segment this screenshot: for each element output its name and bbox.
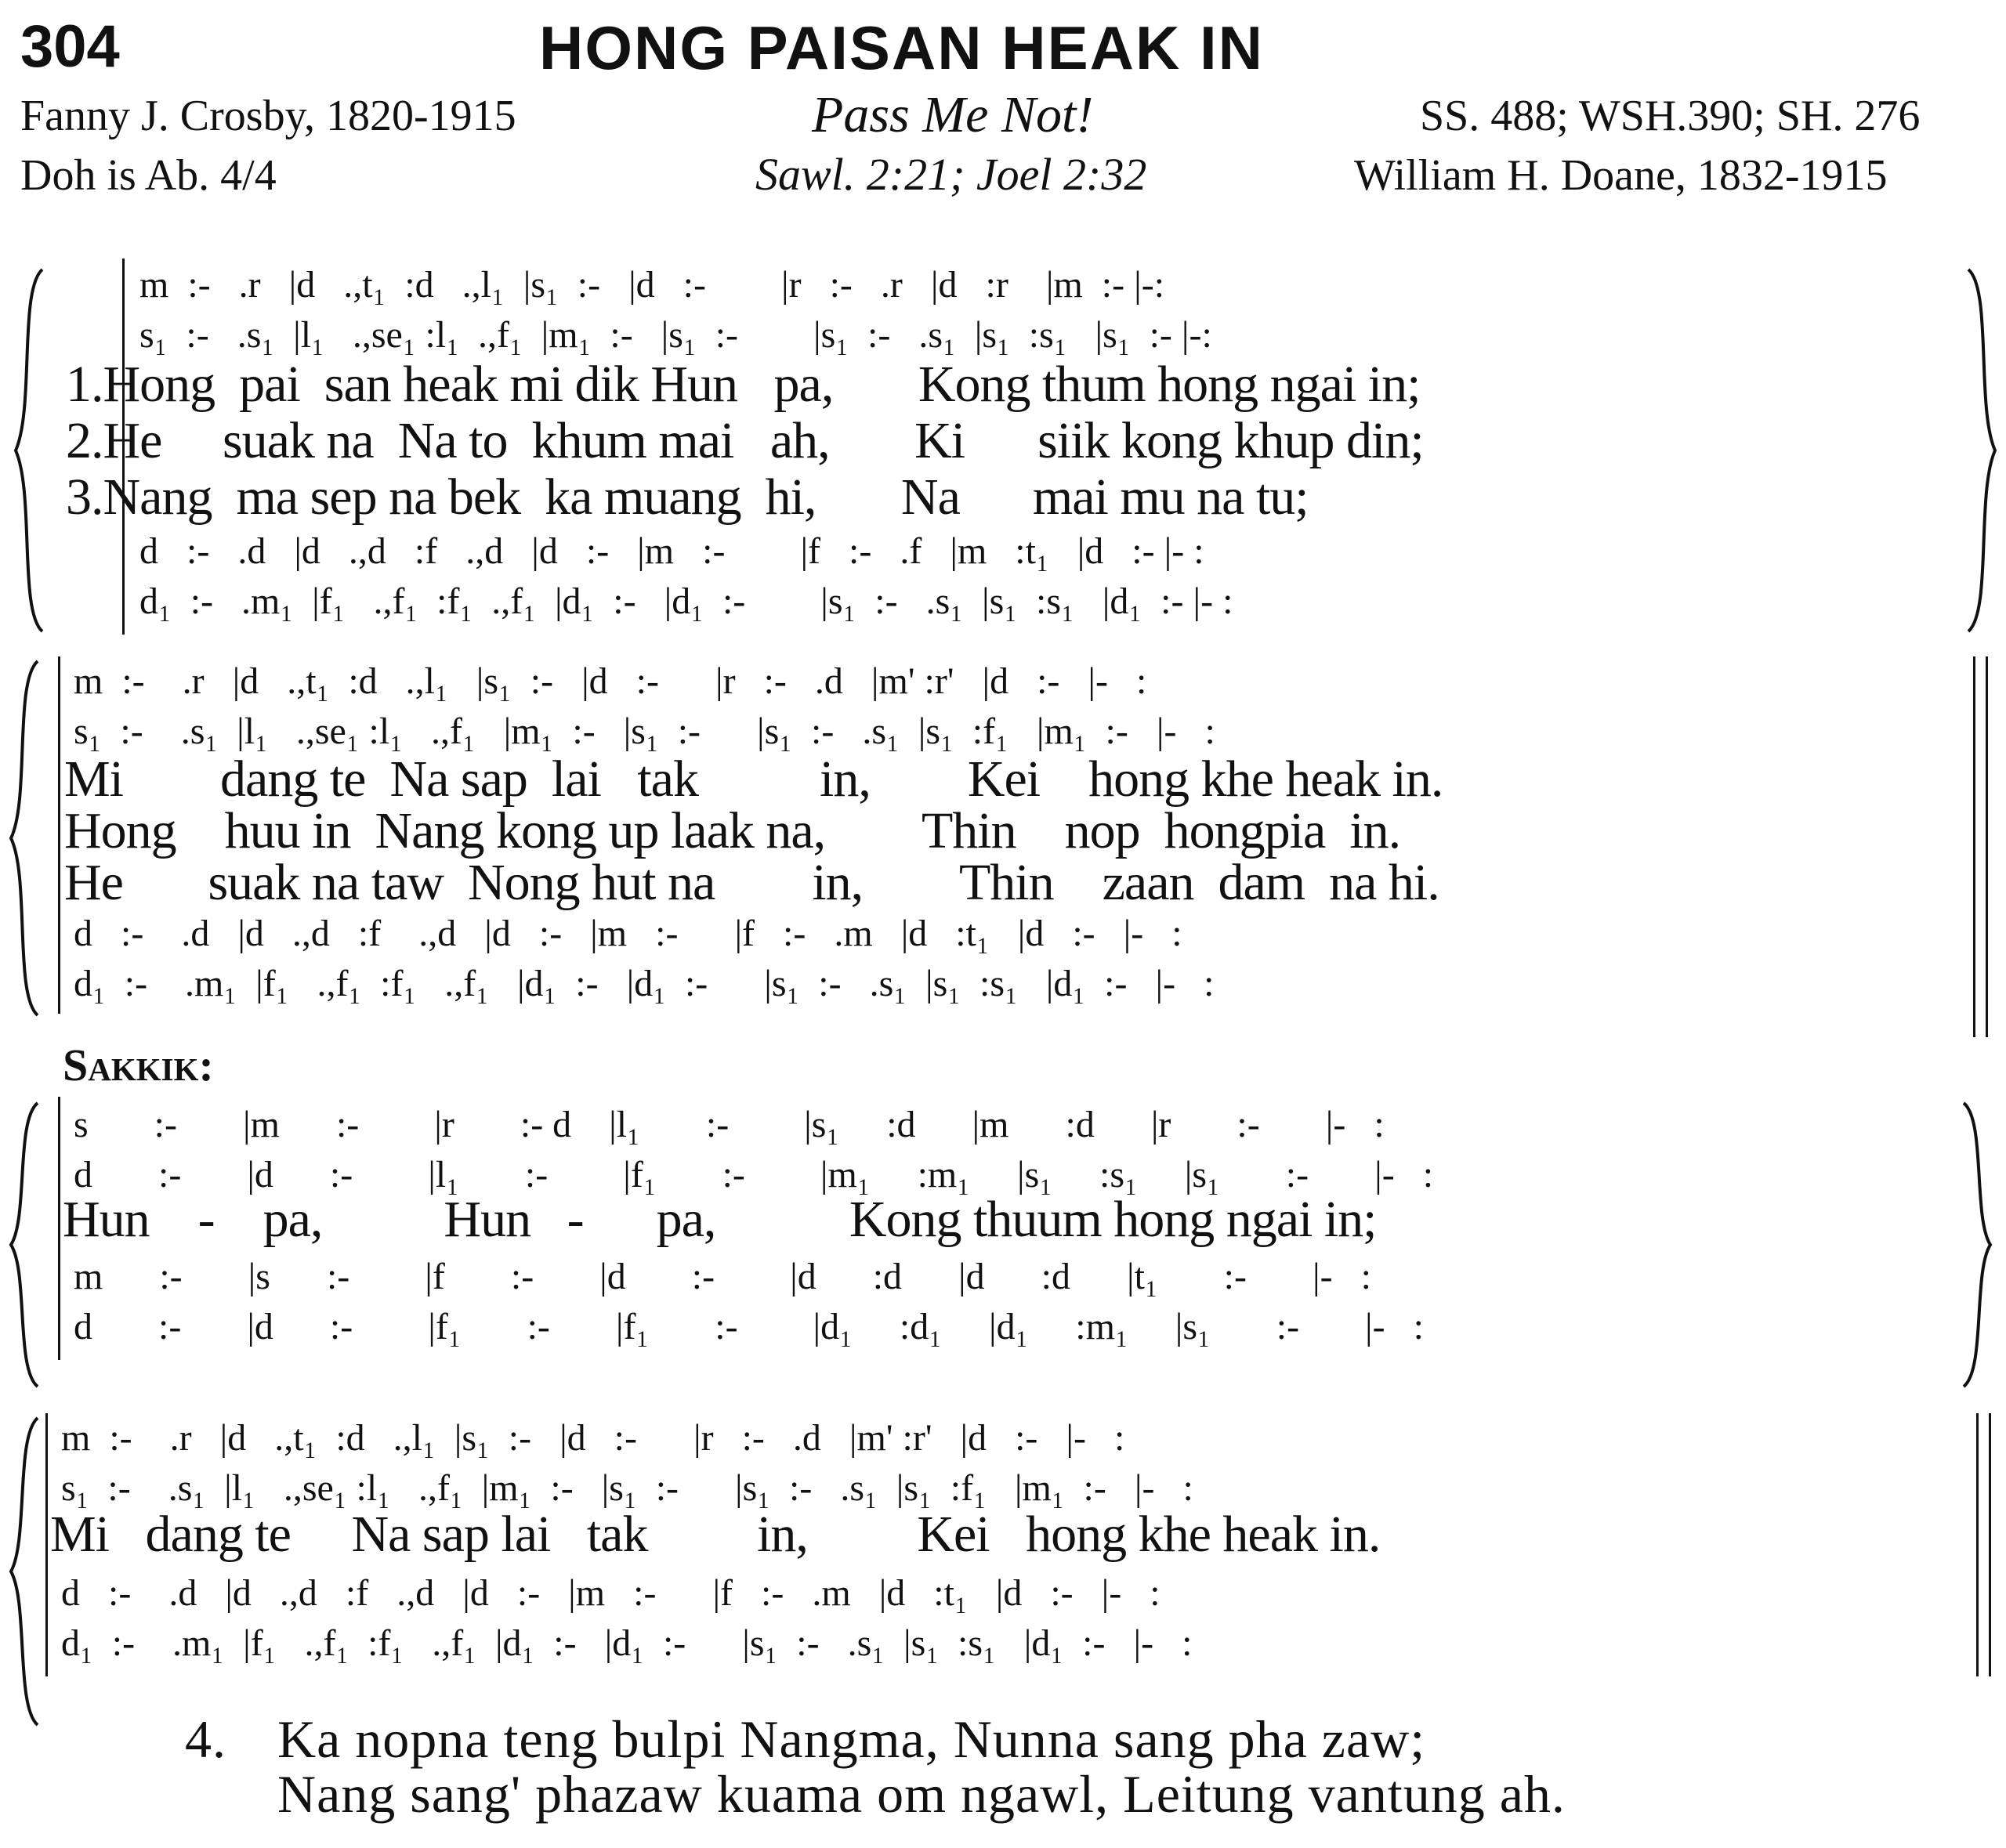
left-brace-icon (6, 658, 45, 1018)
composer-credit: William H. Doane, 1832-1915 (1354, 151, 1888, 200)
hymn-title: HONG PAISAN HEAK IN (539, 13, 1264, 82)
system2-soprano-line: m :- .r |d .,t₁ :d .,l₁ |s₁ :- |d :- |r :- .d |m' :r' |d :- |- : (74, 660, 1147, 702)
system2-start-bar (58, 656, 60, 1014)
system4-start-bar (45, 1413, 48, 1676)
key-signature: Doh is Ab. 4/4 (20, 151, 277, 200)
system3-bass-line: d :- |d :- |f₁ :- |f₁ :- |d₁ :d₁ |d₁ :m₁ |s₁ :- |- : (74, 1306, 1424, 1347)
right-brace-icon (1959, 1100, 1998, 1390)
system2-end-bar (1973, 656, 1975, 1037)
system3-tenor-line: m :- |s :- |f :- |d :- |d :d |d :d |t₁ :- |- : (74, 1256, 1371, 1297)
scripture-reference: Sawl. 2:21; Joel 2:32 (755, 149, 1147, 200)
verse4-line1: Ka nopna teng bulpi Nangma, Nunna sang pha zaw; (277, 1709, 1426, 1769)
system2-bass-line: d₁ :- .m₁ |f₁ .,f₁ :f₁ .,f₁ |d₁ :- |d₁ :- |s₁ :- .s₁ |s₁ :s₁ |d₁ :- |- : (74, 963, 1215, 1004)
system3-alto-line: d :- |d :- |l₁ :- |f₁ :- |m₁ :m₁ |s₁ :s₁ |s₁ :- |- : (74, 1154, 1434, 1195)
system1-verse2-lyric: 2.He suak na Na to khum mai ah, Ki siik kong khup din; (66, 412, 1424, 469)
system1-alto-line: s₁ :- .s₁ |l₁ .,se₁ :l₁ .,f₁ |m₁ :- |s₁ :- |s₁ :- .s₁ |s₁ :s₁ |s₁ :- |-: (139, 314, 1212, 356)
system2-tenor-line: d :- .d |d .,d :f .,d |d :- |m :- |f :- .m |d :t₁ |d :- |- : (74, 913, 1182, 954)
left-brace-icon (11, 266, 50, 635)
system4-tenor-line: d :- .d |d .,d :f .,d |d :- |m :- |f :- .m |d :t₁ |d :- |- : (61, 1572, 1161, 1614)
hymn-number: 304 (20, 13, 120, 80)
system4-lyric: Mi dang te Na sap lai tak in, Kei hong khe heak in. (50, 1506, 1381, 1563)
system1-bass-line: d₁ :- .m₁ |f₁ .,f₁ :f₁ .,f₁ |d₁ :- |d₁ :- |s₁ :- .s₁ |s₁ :s₁ |d₁ :- |- : (139, 580, 1233, 622)
system1-tenor-line: d :- .d |d .,d :f .,d |d :- |m :- |f :- .f |m :t₁ |d :- |- : (139, 530, 1204, 572)
system1-verse1-lyric: 1.Hong pai san heak mi dik Hun pa, Kong thum hong ngai in; (66, 356, 1421, 413)
system2-alto-line: s₁ :- .s₁ |l₁ .,se₁ :l₁ .,f₁ |m₁ :- |s₁ :- |s₁ :- .s₁ |s₁ :f₁ |m₁ :- |- : (74, 711, 1215, 752)
verse4-number: 4. (185, 1709, 226, 1769)
system4-alto-line: s₁ :- .s₁ |l₁ .,se₁ :l₁ .,f₁ |m₁ :- |s₁ :- |s₁ :- .s₁ |s₁ :f₁ |m₁ :- |- : (61, 1467, 1193, 1509)
system2-end-double-bar (1986, 656, 1988, 1037)
chorus-label: Sakkik: (63, 1040, 214, 1090)
verse4-line2: Nang sang' phazaw kuama om ngawl, Leitung vantung ah. (277, 1764, 1566, 1824)
author-credit: Fanny J. Crosby, 1820-1915 (20, 92, 516, 140)
system2-verse2-lyric: Hong huu in Nang kong up laak na, Thin nop hongpia in. (64, 802, 1401, 859)
system4-soprano-line: m :- .r |d .,t₁ :d .,l₁ |s₁ :- |d :- |r :- .d |m' :r' |d :- |- : (61, 1417, 1125, 1459)
right-brace-icon (1964, 266, 2003, 635)
system4-bass-line: d₁ :- .m₁ |f₁ .,f₁ :f₁ .,f₁ |d₁ :- |d₁ :- |s₁ :- .s₁ |s₁ :s₁ |d₁ :- |- : (61, 1622, 1193, 1664)
system3-lyric: Hun - pa, Hun - pa, Kong thuum hong ngai in; (63, 1191, 1377, 1248)
left-brace-icon (6, 1415, 45, 1728)
system1-verse3-lyric: 3.Nang ma sep na bek ka muang hi, Na mai mu na tu; (66, 468, 1309, 526)
hymnal-references: SS. 488; WSH.390; SH. 276 (1420, 92, 1921, 140)
system4-end-double-bar (1989, 1413, 1991, 1676)
english-title: Pass Me Not! (812, 86, 1094, 143)
system2-verse1-lyric: Mi dang te Na sap lai tak in, Kei hong khe heak in. (64, 750, 1443, 808)
system1-soprano-line: m :- .r |d .,t₁ :d .,l₁ |s₁ :- |d :- |r :- .r |d :r |m :- |-: (139, 264, 1165, 306)
system4-end-bar (1976, 1413, 1979, 1676)
system2-verse3-lyric: He suak na taw Nong hut na in, Thin zaan dam na hi. (64, 854, 1439, 911)
system3-soprano-line: s :- |m :- |r :- d |l₁ :- |s₁ :d |m :d |r :- |- : (74, 1104, 1385, 1145)
system3-start-bar (58, 1097, 60, 1360)
left-brace-icon (6, 1100, 45, 1390)
